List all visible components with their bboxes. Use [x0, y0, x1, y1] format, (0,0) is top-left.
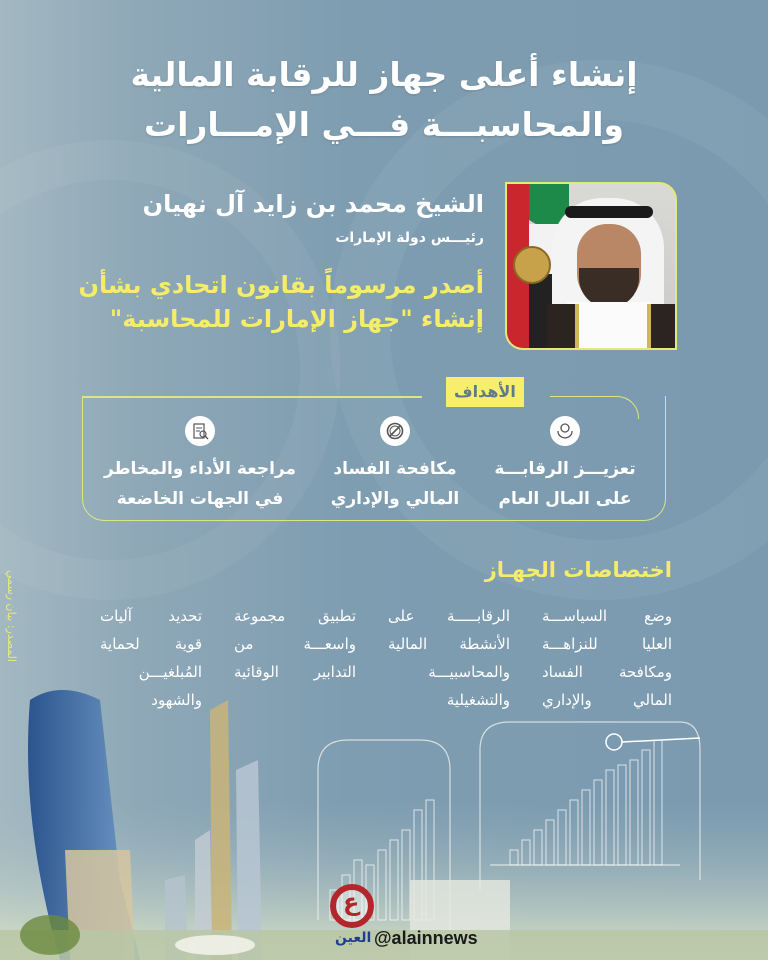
goals-frame-top-left: [82, 396, 422, 398]
spec-line: المُبلغيـــن: [138, 663, 202, 681]
goals-label: الأهداف: [446, 377, 524, 407]
alain-logo-letter: ع: [343, 888, 360, 916]
spec-line: قوية لحماية: [100, 635, 202, 653]
decree-text: [79, 268, 484, 336]
report-analysis-icon: [185, 416, 215, 446]
spec-line: المالي والإداري: [542, 691, 672, 709]
skyline-illustration: [0, 680, 768, 960]
goal-line-2: على المال العام: [498, 489, 632, 509]
agal: [565, 206, 653, 218]
person-role: رئيـــس دولة الإمارات: [335, 230, 484, 246]
page-title: [0, 50, 768, 150]
goal-item: [295, 416, 495, 514]
bisht-left: [547, 304, 579, 348]
goal-line-1: مراجعة الأداء والمخاطر: [103, 459, 297, 479]
source-credit: المصدر: بيان رسمي: [5, 570, 18, 662]
spec-line: التدابير الوقائية: [234, 663, 356, 681]
decree-line-2: إنشاء "جهاز الإمارات للمحاسبة": [109, 305, 484, 333]
brand-name: العين: [335, 930, 372, 946]
spec-line: العليا للنزاهـــة: [542, 635, 672, 653]
title-line-2: والمحاسبـــة فـــي الإمـــارات: [143, 105, 625, 144]
spec-line: وضع السياســـة: [542, 607, 672, 625]
hands-money-icon: [550, 416, 580, 446]
goal-line-2: المالي والإداري: [330, 489, 460, 509]
goal-line-1: مكافحة الفساد: [333, 459, 457, 479]
kandura: [567, 302, 651, 348]
uae-emblem-icon: [513, 246, 551, 284]
goal-item: [100, 416, 300, 514]
spec-line: تطبيق مجموعة: [234, 607, 356, 625]
person-name: الشيخ محمد بن زايد آل نهيان: [142, 190, 484, 218]
spec-line: ومكافحة الفساد: [542, 663, 672, 681]
bisht-right: [647, 304, 677, 348]
goal-item: [465, 416, 665, 514]
spec-line: تحديد آليات: [100, 607, 202, 625]
specializations-title: اختصاصات الجهـاز: [484, 558, 672, 582]
spec-line: والشهود: [151, 691, 202, 709]
specialization-item: [234, 602, 356, 686]
spec-line: والتشغيلية: [446, 691, 510, 709]
social-handle[interactable]: @alainnews: [374, 928, 478, 948]
prohibited-icon: [380, 416, 410, 446]
spec-line: واسعـــة من: [234, 635, 356, 653]
spec-line: الرقابـــــة على: [388, 607, 510, 625]
decree-line-1: أصدر مرسوماً بقانون اتحادي بشأن: [78, 271, 484, 299]
spec-line: الأنشطة المالية: [388, 635, 510, 653]
goal-line-1: تعزيـــز الرقابـــة: [494, 459, 636, 479]
spec-line: والمحاسبيـــة: [428, 663, 510, 681]
title-line-1: إنشاء أعلى جهاز للرقابة المالية: [130, 55, 638, 94]
goal-line-2: في الجهات الخاضعة: [116, 489, 284, 509]
portrait-photo: [505, 182, 677, 350]
